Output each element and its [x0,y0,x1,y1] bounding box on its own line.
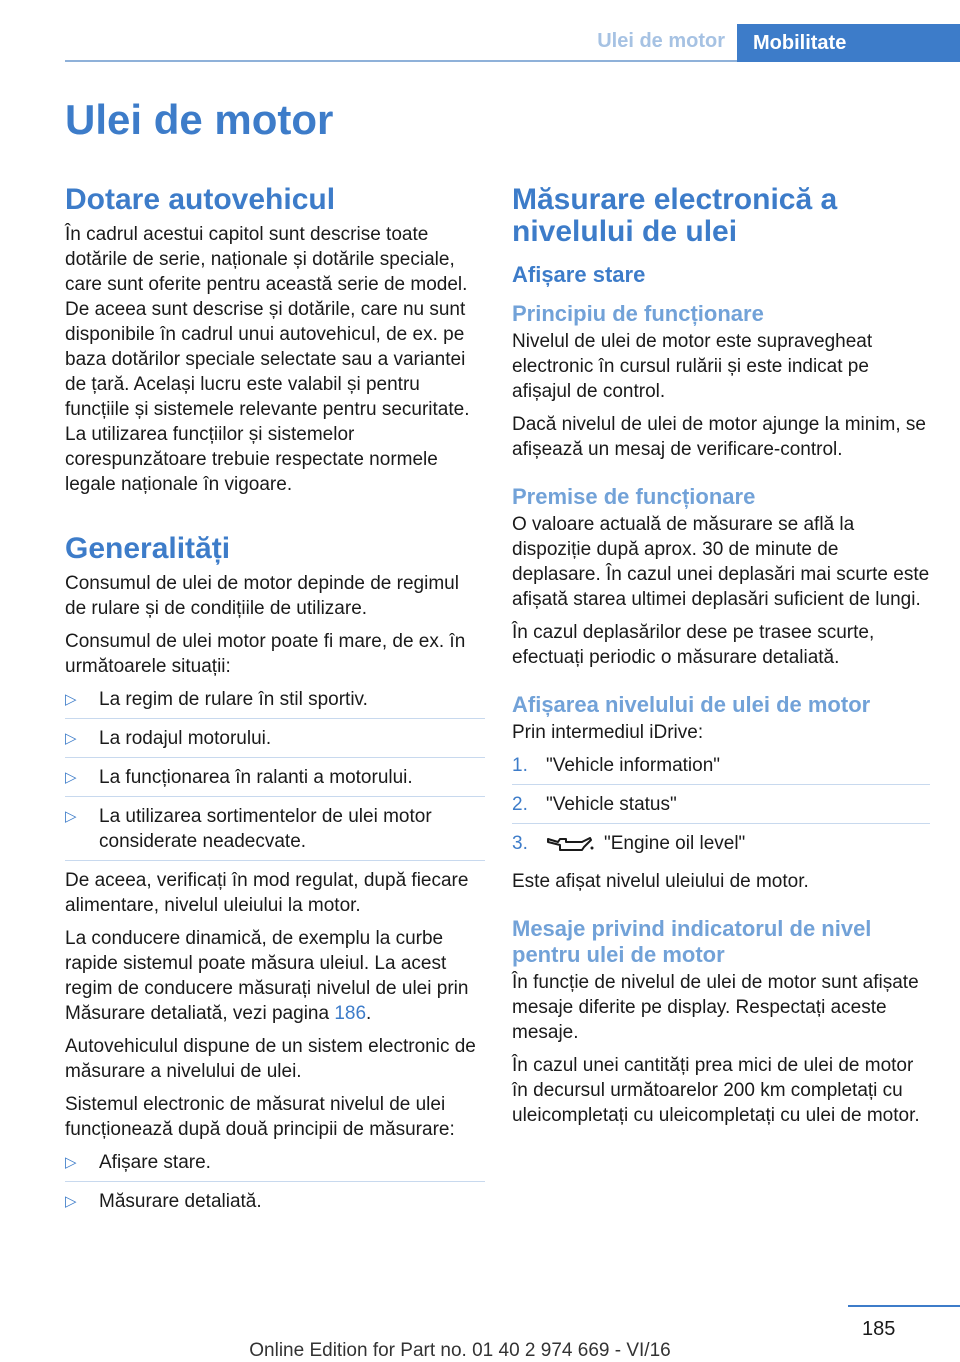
header-chapter-tab: Mobilitate [737,24,960,62]
triangle-bullet-icon: ▷ [65,808,77,825]
triangle-bullet-icon: ▷ [65,691,77,708]
paragraph-mesaje-1: În funcție de nivelul de ulei de motor sunt afișate mesaje diferite pe display. Respectați aceste mesaje. [512,972,919,1043]
list-item: ▷ Afișare stare. [65,1150,485,1182]
triangle-bullet-icon: ▷ [65,1154,77,1171]
paragraph-principiu-2: Dacă nivelul de ulei de motor ajunge la minim, se afișează un mesaj de verificare-control. [512,414,926,460]
paragraph-dispune: Autovehiculul dispune de un sistem electronic de măsurare a nivelului de ulei. [65,1036,476,1082]
situations-list [65,687,485,861]
page-reference-link[interactable]: 186 [334,1003,367,1024]
list-item: ▷ La rodajul motorului. [65,726,485,758]
list-item: ▷ La utilizarea sortimentelor de ulei motor considerate neadecvate. [65,804,485,861]
paragraph-principiu-1: Nivelul de ulei de motor este supravegheat electronic în cursul rulării și este indicat pe afișajul de control. [512,331,873,402]
heading-premise: Premise de funcționare [512,484,756,509]
paragraph-sistemul: Sistemul electronic de măsurat nivelul de ulei funcționează după două principii de măsurare: [65,1094,455,1140]
heading-principiu: Principiu de funcționare [512,301,764,326]
heading-afisare-stare: Afișare stare [512,262,646,287]
footer-rule [848,1305,960,1307]
paragraph-afisat: Este afișat nivelul uleiului de motor. [512,871,809,892]
heading-afisarea-nivelului: Afișarea nivelului de ulei de motor [512,692,871,717]
principles-list [65,1150,485,1220]
heading-generalitati: Generalități [65,532,231,565]
page-title: Ulei de motor [65,96,334,143]
right-column [512,184,930,1136]
heading-masurare: Măsurare electronică a nivelului de ulei [512,183,838,248]
list-item: 3. "Engine oil level" [512,833,746,854]
heading-dotare: Dotare autovehicul [65,183,336,216]
triangle-bullet-icon: ▷ [65,730,77,747]
paragraph-consum-2: Consumul de ulei motor poate fi mare, de ex. în următoarele situații: [65,631,466,677]
header-section-title: Ulei de motor [597,30,725,52]
list-item: ▷ Măsurare detaliată. [65,1191,262,1212]
list-item: 2. "Vehicle status" [512,792,930,824]
oil-can-icon [546,833,594,855]
idrive-steps-list [512,753,930,862]
paragraph-verificati: De aceea, verificați în mod regulat, după fiecare alimentare, nivelul uleiului la motor. [65,870,469,916]
paragraph-premise-1: O valoare actuală de măsurare se află la dispoziție după aprox. 30 de minute de deplasare. În cazul unei deplasări mai scurte este afișată starea ultimei deplasări suficient de lungi. [512,514,930,610]
paragraph-conducere: La conducere dinamică, de exemplu la curbe rapide sistemul poate măsura uleiul. La acest regim de conducere măsurați nivelul de ulei prin Măsurare detaliată, vezi pagina 186. [65,928,469,1024]
paragraph-consum-1: Consumul de ulei de motor depinde de regimul de rulare și de condițiile de utilizare. [65,573,459,619]
list-item: 1. "Vehicle information" [512,753,930,785]
footer-edition: Online Edition for Part no. 01 40 2 974 669 - VI/16 [249,1340,671,1361]
left-column [65,184,485,1227]
list-item: ▷ La funcționarea în ralanti a motorului. [65,765,485,797]
paragraph-premise-2: În cazul deplasărilor dese pe trasee scurte, efectuați periodic o măsurare detaliată. [512,622,875,668]
heading-mesaje: Mesaje privind indicatorul de nivel pentru ulei de motor [512,916,872,967]
paragraph-idrive: Prin intermediul iDrive: [512,722,704,743]
triangle-bullet-icon: ▷ [65,769,77,786]
triangle-bullet-icon: ▷ [65,1193,77,1210]
list-item: ▷ La regim de rulare în stil sportiv. [65,687,485,719]
page-number: 185 [862,1318,896,1340]
paragraph-dotare: În cadrul acestui capitol sunt descrise toate dotările de serie, naționale și dotările speciale, care sunt oferite pentru această serie de model. De aceea sunt descrise și dotările, care nu sunt disponibile în cadrul unui autovehicul, de ex. pe baza dotărilor speciale selectate sau a variantei de țară. Același lucru este valabil și pentru funcțiile și sistemele relevante pentru securitate. La utilizarea funcțiilor și sistemelor corespunzătoare trebuie respectate normele legale naționale în vigoare. [65,224,470,495]
paragraph-mesaje-2: În cazul unei cantități prea mici de ulei de motor în decursul următoarelor 200 km completați cu uleicompletați cu uleicompletați cu ulei de motor. [512,1055,920,1126]
